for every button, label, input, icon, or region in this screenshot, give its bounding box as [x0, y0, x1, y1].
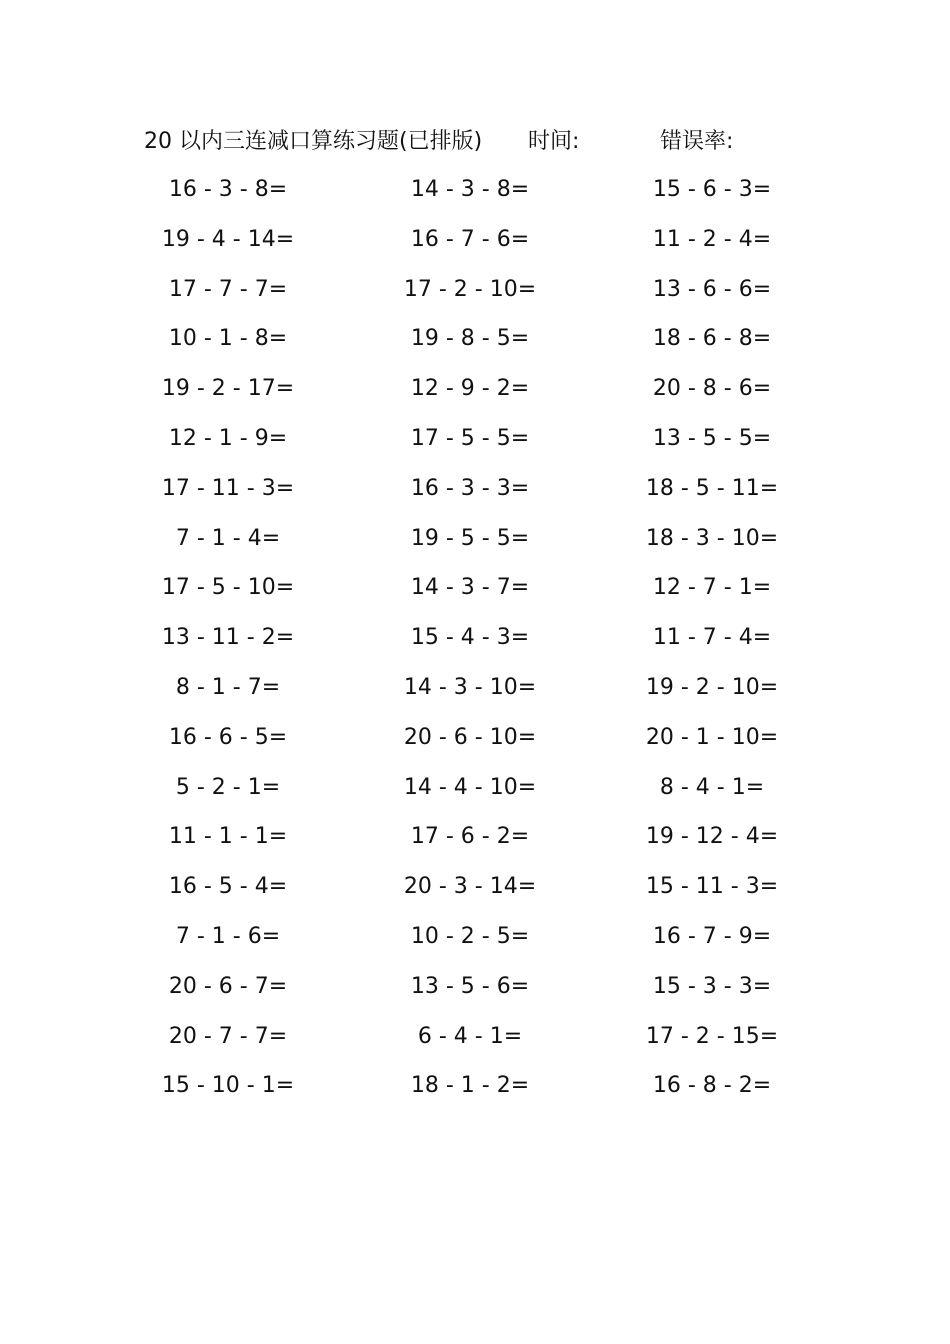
problem-item: 17 - 6 - 2=	[410, 824, 530, 850]
problem-row	[0, 967, 950, 1017]
problem-item: 16 - 3 - 3=	[410, 475, 530, 501]
error-rate-label: 错误率:	[660, 129, 734, 154]
problem-row	[0, 419, 950, 469]
problem-item: 20 - 8 - 6=	[652, 376, 772, 402]
problem-item: 12 - 9 - 2=	[410, 376, 530, 402]
problem-item: 17 - 5 - 10=	[161, 575, 295, 601]
problem-item: 18 - 5 - 11=	[645, 475, 779, 501]
problem-item: 15 - 4 - 3=	[410, 625, 530, 651]
problem-item: 7 - 1 - 4=	[175, 525, 281, 551]
problem-row	[0, 519, 950, 569]
problem-item: 10 - 1 - 8=	[168, 326, 288, 352]
problem-item: 20 - 6 - 10=	[403, 724, 537, 750]
problem-item: 16 - 3 - 8=	[168, 177, 288, 202]
problem-item: 14 - 4 - 10=	[403, 774, 537, 800]
problem-row	[0, 867, 950, 917]
problem-item: 17 - 11 - 3=	[161, 475, 295, 501]
problem-item: 16 - 8 - 2=	[652, 1073, 772, 1099]
problem-item: 11 - 7 - 4=	[652, 625, 772, 651]
problem-item: 16 - 7 - 9=	[652, 923, 772, 949]
problem-item: 11 - 2 - 4=	[652, 226, 772, 252]
problem-item: 17 - 2 - 15=	[645, 1023, 779, 1049]
problem-row	[0, 469, 950, 519]
problem-item: 13 - 5 - 6=	[410, 973, 530, 999]
problem-item: 18 - 6 - 8=	[652, 326, 772, 352]
problem-row	[0, 1017, 950, 1067]
problem-item: 7 - 1 - 6=	[175, 923, 281, 949]
problem-item: 6 - 4 - 1=	[417, 1023, 523, 1049]
problem-row	[0, 768, 950, 818]
problem-item: 20 - 1 - 10=	[645, 724, 779, 750]
problem-item: 19 - 4 - 14=	[161, 226, 295, 252]
problem-row	[0, 319, 950, 369]
problem-item: 19 - 12 - 4=	[645, 824, 779, 850]
problem-row	[0, 170, 950, 220]
problem-row	[0, 817, 950, 867]
problem-item: 16 - 5 - 4=	[168, 874, 288, 900]
problem-row	[0, 668, 950, 718]
worksheet-title: 20 以内三连减口算练习题(已排版)	[144, 129, 483, 154]
problem-item: 19 - 8 - 5=	[410, 326, 530, 352]
problem-item: 8 - 1 - 7=	[175, 674, 281, 700]
problem-item: 20 - 7 - 7=	[168, 1023, 288, 1049]
problem-item: 14 - 3 - 10=	[403, 674, 537, 700]
problem-item: 15 - 11 - 3=	[645, 874, 779, 900]
problem-item: 13 - 11 - 2=	[161, 625, 295, 651]
problem-row	[0, 220, 950, 270]
problem-row	[0, 618, 950, 668]
problem-item: 20 - 6 - 7=	[168, 973, 288, 999]
problem-item: 5 - 2 - 1=	[175, 774, 281, 800]
problem-item: 19 - 2 - 10=	[645, 674, 779, 700]
problem-item: 13 - 5 - 5=	[652, 425, 772, 451]
worksheet-header	[0, 124, 950, 160]
problem-row	[0, 917, 950, 967]
problem-item: 15 - 6 - 3=	[652, 177, 772, 202]
problem-row	[0, 1066, 950, 1116]
problem-row	[0, 718, 950, 768]
problem-row	[0, 270, 950, 320]
problem-item: 15 - 10 - 1=	[161, 1073, 295, 1099]
problem-item: 19 - 5 - 5=	[410, 525, 530, 551]
problem-item: 18 - 3 - 10=	[645, 525, 779, 551]
problem-item: 18 - 1 - 2=	[410, 1073, 530, 1099]
problem-item: 16 - 6 - 5=	[168, 724, 288, 750]
problem-item: 14 - 3 - 7=	[410, 575, 530, 601]
problem-item: 17 - 5 - 5=	[410, 425, 530, 451]
problem-item: 17 - 7 - 7=	[168, 276, 288, 302]
problem-item: 8 - 4 - 1=	[659, 774, 765, 800]
problem-item: 15 - 3 - 3=	[652, 973, 772, 999]
problem-item: 17 - 2 - 10=	[403, 276, 537, 302]
problem-item: 16 - 7 - 6=	[410, 226, 530, 252]
problem-item: 14 - 3 - 8=	[410, 177, 530, 202]
problem-item: 20 - 3 - 14=	[403, 874, 537, 900]
problem-item: 12 - 1 - 9=	[168, 425, 288, 451]
problem-row	[0, 369, 950, 419]
problem-item: 11 - 1 - 1=	[168, 824, 288, 850]
problem-row	[0, 568, 950, 618]
problem-item: 12 - 7 - 1=	[652, 575, 772, 601]
problem-item: 13 - 6 - 6=	[652, 276, 772, 302]
time-label: 时间:	[528, 129, 580, 154]
problem-grid	[0, 170, 950, 1116]
problem-item: 10 - 2 - 5=	[410, 923, 530, 949]
problem-item: 19 - 2 - 17=	[161, 376, 295, 402]
